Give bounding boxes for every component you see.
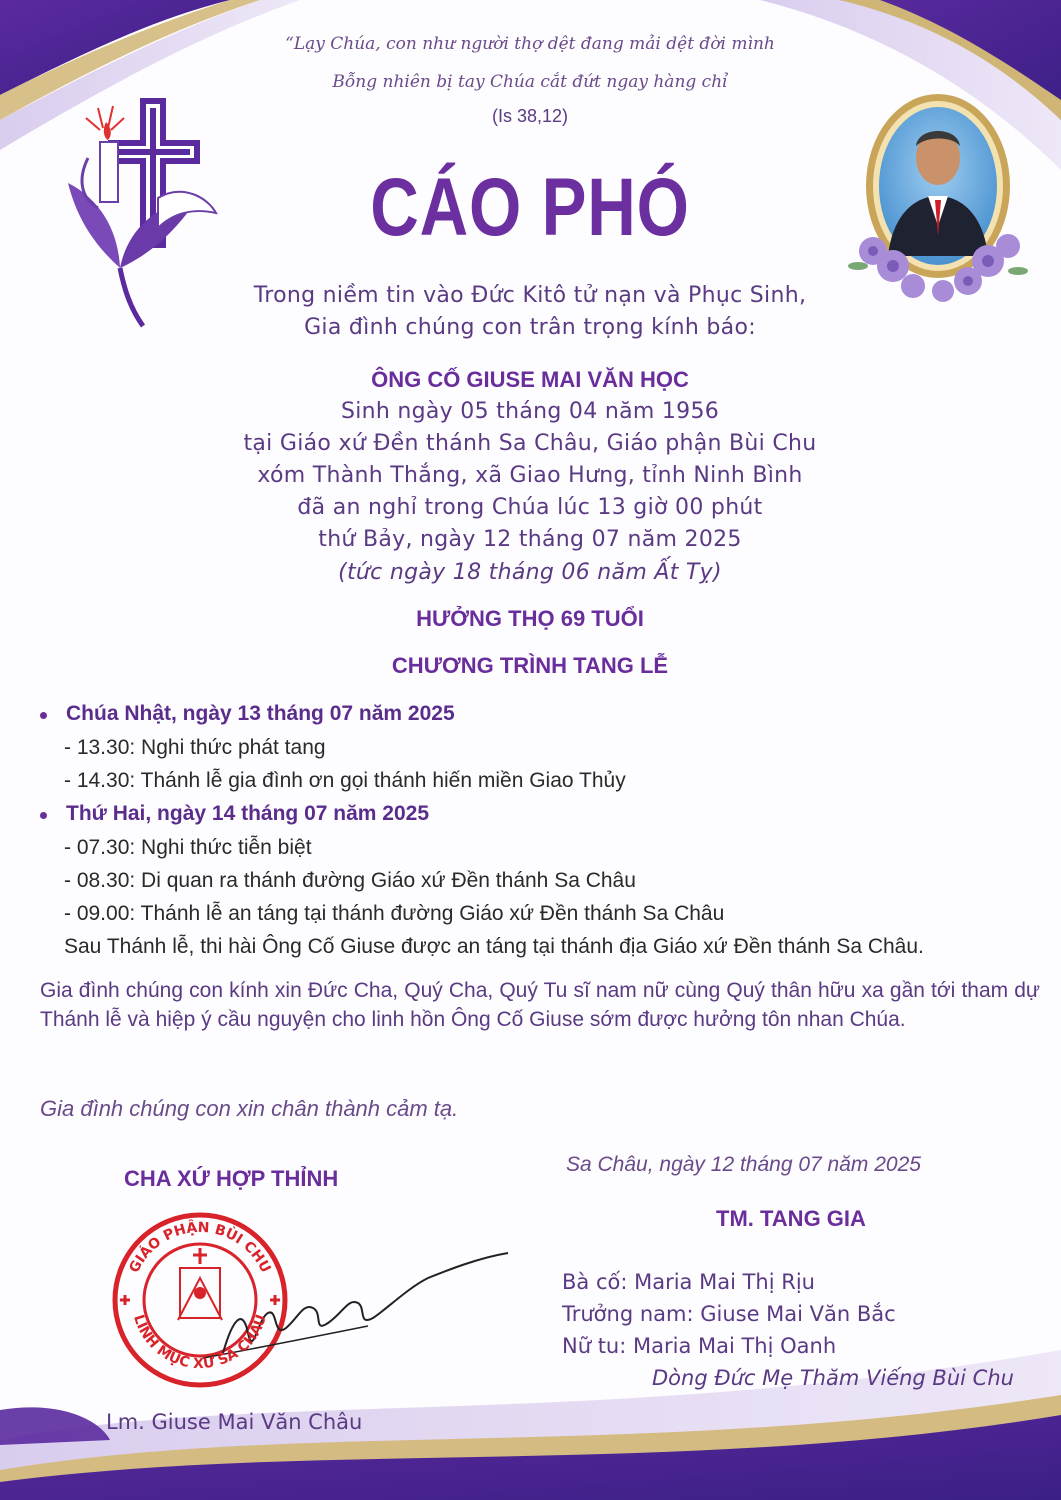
family-member: Bà cố: Maria Mai Thị Rịu [562,1270,815,1294]
bullet-icon [40,712,47,719]
burial-note: Sau Thánh lễ, thi hài Ông Cố Giuse được an táng tại thánh địa Giáo xứ Đền thánh Sa Châu. [64,935,924,958]
intro-line-1: Trong niềm tin vào Đức Kitô tử nạn và Phục Sinh, [253,283,807,308]
deceased-parish: tại Giáo xứ Đền thánh Sa Châu, Giáo phận Bùi Chu [243,431,817,456]
family-heading: TM. TANG GIA [716,1206,866,1231]
quote-reference: (Is 38,12) [491,106,569,126]
program-item: - 14.30: Thánh lễ gia đình ơn gọi thánh hiến miền Giao Thủy [64,769,626,792]
program-day-2: Thứ Hai, ngày 14 tháng 07 năm 2025 [66,802,429,825]
deceased-date: thứ Bảy, ngày 12 tháng 07 năm 2025 [318,527,742,552]
program-heading: CHƯƠNG TRÌNH TANG LỄ [391,653,669,678]
family-member: Trưởng nam: Giuse Mai Văn Bắc [562,1302,896,1326]
program-item: - 13.30: Nghi thức phát tang [64,736,326,759]
bullet-icon [40,812,47,819]
program-item: - 07.30: Nghi thức tiễn biệt [64,836,312,859]
deceased-death: đã an nghỉ trong Chúa lúc 13 giờ 00 phút [297,495,763,520]
program-day-1: Chúa Nhật, ngày 13 tháng 07 năm 2025 [66,702,455,725]
seal-text: GIÁO PHẬN BÙI CHU [126,1219,274,1276]
intro-line-2: Gia đình chúng con trân trọng kính báo: [304,315,756,340]
deceased-birth: Sinh ngày 05 tháng 04 năm 1956 [340,399,720,424]
place-date: Sa Châu, ngày 12 tháng 07 năm 2025 [566,1153,921,1176]
parish-priest-name: Lm. Giuse Mai Văn Châu [106,1410,363,1434]
family-member: Nữ tu: Maria Mai Thị Oanh [562,1334,837,1358]
page-title: CÁO PHÓ [370,162,690,253]
deceased-lunar-date: (tức ngày 18 tháng 06 năm Ất Tỵ) [338,560,722,585]
age-heading: HƯỞNG THỌ 69 TUỔI [416,606,644,631]
seal-stamp [108,1208,528,1388]
religious-order: Dòng Đức Mẹ Thăm Viếng Bùi Chu [652,1366,1014,1390]
thanks-line: Gia đình chúng con xin chân thành cảm tạ. [40,1096,459,1121]
parish-priest-heading: CHA XỨ HỢP THỈNH [124,1166,339,1191]
deceased-name: ÔNG CỐ GIUSE MAI VĂN HỌC [371,367,689,392]
invitation-paragraph: Gia đình chúng con kính xin Đức Cha, Quý Cha, Quý Tu sĩ nam nữ cùng Quý thân hữu xa gần tới tham dự Thánh lễ và hiệp ý cầu nguyện cho linh hồn Ông Cố Giuse sớm được hưởng tôn nhan Chúa. [40,979,1040,1031]
quote-line-1: “Lạy Chúa, con như người thợ dệt đang mải dệt đời mình [285,34,775,54]
program-item: - 08.30: Di quan ra thánh đường Giáo xứ Đền thánh Sa Châu [64,869,636,892]
deceased-address: xóm Thành Thắng, xã Giao Hưng, tỉnh Ninh Bình [257,463,803,488]
program-item: - 09.00: Thánh lễ an táng tại thánh đường Giáo xứ Đền thánh Sa Châu [64,902,725,925]
seal-text: LINH MỤC XỨ SA CHÂU [130,1312,270,1373]
quote-line-2: Bỗng nhiên bị tay Chúa cắt đứt ngay hàng chỉ [332,72,728,92]
